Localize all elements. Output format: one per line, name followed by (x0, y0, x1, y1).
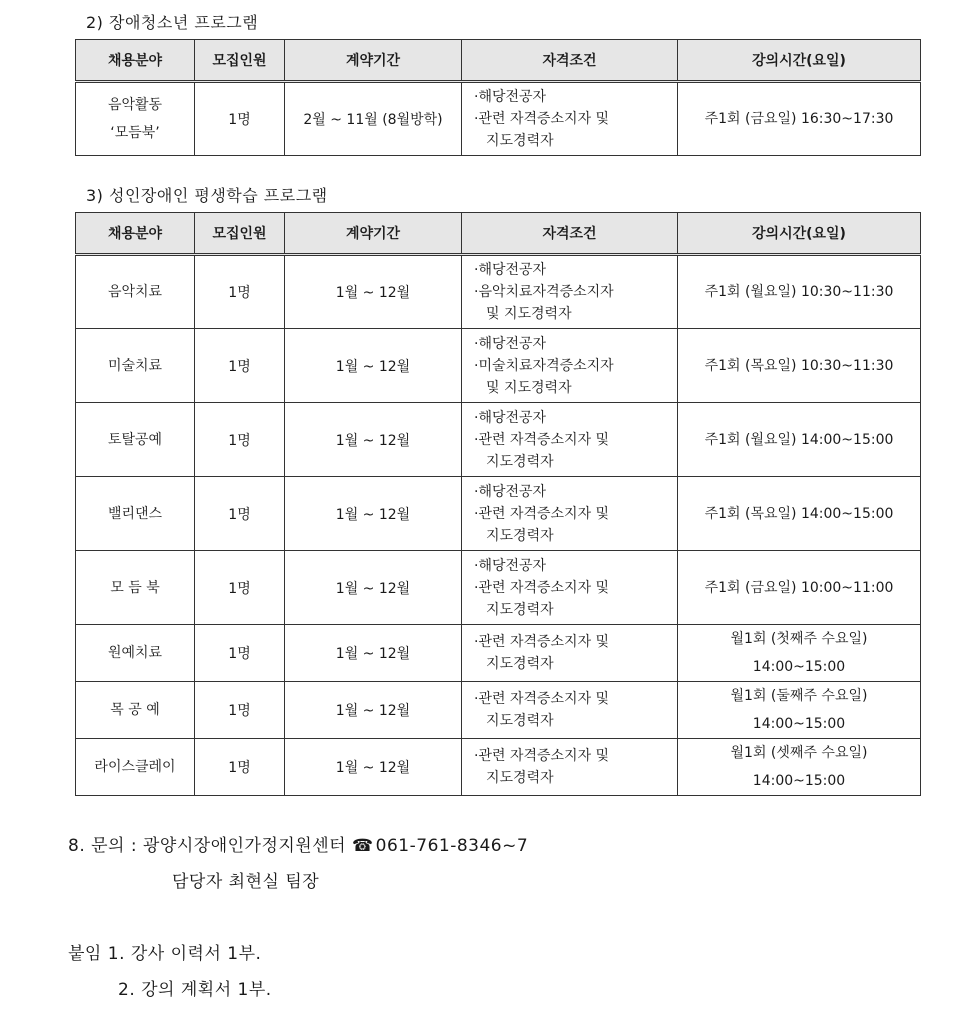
header-row (76, 213, 921, 255)
cell-period: 1월 ~ 12월 (285, 682, 462, 739)
qualification-line: ·관련 자격증소지자 및 (474, 579, 610, 596)
qualification-line: ·음악치료자격증소지자 (474, 284, 614, 300)
qualification-line: ·관련 자격증소지자 및 (474, 111, 610, 127)
table-body (76, 82, 921, 156)
table-row (76, 329, 921, 403)
field-line: 밸리댄스 (107, 505, 163, 522)
qualification-line: ·관련 자격증소지자 및 (474, 505, 610, 522)
table-row (76, 625, 921, 682)
header-count: 모집인원 (195, 40, 285, 82)
cell-field (76, 329, 195, 403)
field-line: 모 듬 북 (110, 579, 160, 596)
qualification-line: ·해당전공자 (474, 483, 547, 500)
hours-line: 주1회 (금요일) 16:30~17:30 (704, 111, 894, 127)
qualification-line: 지도경력자 (486, 656, 554, 672)
contact-label: 8. 문의 : 광양시장애인가정지원센터 (68, 836, 347, 856)
table-row (76, 403, 921, 477)
contact-line (68, 831, 528, 856)
cell-hours (678, 329, 921, 403)
cell-count: 1명 (195, 682, 285, 739)
phone-icon: ☎ (351, 836, 374, 856)
qualification-line: ·관련 자격증소지자 및 (474, 691, 610, 707)
hours-line: 14:00~15:00 (752, 716, 846, 732)
cell-count: 1명 (195, 255, 285, 329)
header-qualification: 자격조건 (462, 40, 678, 82)
header-field: 채용분야 (76, 40, 195, 82)
qualification-line: 및 지도경력자 (486, 379, 572, 396)
field-line: 음악치료 (107, 284, 163, 300)
cell-hours (678, 682, 921, 739)
field-line: 토탈공예 (107, 431, 163, 448)
hours-line: 월1회 (셋째주 수요일) (730, 745, 868, 761)
qualification-line: 지도경력자 (486, 713, 554, 729)
cell-period: 1월 ~ 12월 (285, 477, 462, 551)
contact-phone: 061-761-8346~7 (375, 836, 529, 856)
adult-program-table (75, 212, 921, 796)
youth-program-table (75, 39, 921, 156)
header-field: 채용분야 (76, 213, 195, 255)
cell-field (76, 82, 195, 156)
cell-field (76, 403, 195, 477)
section-2-title: 2) 장애청소년 프로그램 (86, 13, 259, 32)
cell-qualification (462, 403, 678, 477)
qualification-line: 및 지도경력자 (486, 306, 572, 322)
contact-person: 담당자 최현실 팀장 (172, 872, 320, 892)
table-row (76, 739, 921, 796)
qualification-line: ·해당전공자 (474, 409, 547, 426)
hours-line: 14:00~15:00 (752, 659, 846, 675)
cell-count: 1명 (195, 625, 285, 682)
table-row (76, 682, 921, 739)
cell-count: 1명 (195, 477, 285, 551)
cell-hours (678, 551, 921, 625)
cell-period: 1월 ~ 12월 (285, 255, 462, 329)
qualification-line: 지도경력자 (486, 601, 554, 618)
hours-line: 월1회 (첫째주 수요일) (730, 631, 868, 647)
field-line: 목 공 예 (110, 702, 160, 718)
hours-line: 14:00~15:00 (752, 773, 846, 789)
qualification-line: 지도경력자 (486, 133, 554, 149)
cell-hours (678, 255, 921, 329)
hours-line: 주1회 (목요일) 10:30~11:30 (704, 357, 894, 374)
cell-hours (678, 625, 921, 682)
hours-line: 주1회 (목요일) 14:00~15:00 (704, 505, 894, 522)
cell-field (76, 551, 195, 625)
header-period: 계약기간 (285, 213, 462, 255)
qualification-line: ·미술치료자격증소지자 (474, 357, 614, 374)
table-body (76, 255, 921, 796)
qualification-line: ·해당전공자 (474, 335, 547, 352)
cell-field (76, 255, 195, 329)
table-row (76, 477, 921, 551)
cell-field (76, 477, 195, 551)
cell-field (76, 682, 195, 739)
cell-count: 1명 (195, 329, 285, 403)
qualification-line: 지도경력자 (486, 770, 554, 786)
qualification-line: ·관련 자격증소지자 및 (474, 748, 610, 764)
cell-period: 2월 ~ 11월 (8월방학) (285, 82, 462, 156)
header-hours: 강의시간(요일) (678, 213, 921, 255)
attachment-1: 붙임 1. 강사 이력서 1부. (68, 944, 262, 964)
hours-line: 주1회 (월요일) 14:00~15:00 (704, 431, 894, 448)
header-count: 모집인원 (195, 213, 285, 255)
hours-line: 주1회 (금요일) 10:00~11:00 (704, 579, 894, 596)
cell-period: 1월 ~ 12월 (285, 625, 462, 682)
cell-qualification (462, 682, 678, 739)
qualification-line: 지도경력자 (486, 527, 554, 544)
field-line: 음악활동 (107, 97, 163, 113)
qualification-line: ·관련 자격증소지자 및 (474, 634, 610, 650)
qualification-line: ·해당전공자 (474, 89, 547, 105)
cell-count: 1명 (195, 82, 285, 156)
qualification-line: ·관련 자격증소지자 및 (474, 431, 610, 448)
cell-period: 1월 ~ 12월 (285, 329, 462, 403)
cell-hours (678, 82, 921, 156)
cell-qualification (462, 739, 678, 796)
cell-count: 1명 (195, 403, 285, 477)
section-3-title: 3) 성인장애인 평생학습 프로그램 (86, 186, 328, 205)
hours-line: 월1회 (둘째주 수요일) (730, 688, 868, 704)
cell-field (76, 739, 195, 796)
qualification-line: ·해당전공자 (474, 262, 547, 278)
cell-period: 1월 ~ 12월 (285, 739, 462, 796)
cell-hours (678, 739, 921, 796)
header-row (76, 40, 921, 82)
cell-period: 1월 ~ 12월 (285, 403, 462, 477)
cell-field (76, 625, 195, 682)
cell-hours (678, 403, 921, 477)
hours-line: 주1회 (월요일) 10:30~11:30 (704, 284, 894, 300)
field-line: 라이스클레이 (94, 759, 176, 775)
field-line: 원예치료 (107, 645, 163, 661)
cell-qualification (462, 625, 678, 682)
cell-hours (678, 477, 921, 551)
attachment-2: 2. 강의 계획서 1부. (118, 980, 272, 1000)
qualification-line: 지도경력자 (486, 453, 554, 470)
cell-period: 1월 ~ 12월 (285, 551, 462, 625)
table-row (76, 82, 921, 156)
header-hours: 강의시간(요일) (678, 40, 921, 82)
header-period: 계약기간 (285, 40, 462, 82)
qualification-line: ·해당전공자 (474, 557, 547, 574)
cell-qualification (462, 551, 678, 625)
cell-qualification (462, 329, 678, 403)
field-line: 미술치료 (107, 357, 163, 374)
cell-qualification (462, 255, 678, 329)
cell-qualification (462, 82, 678, 156)
cell-count: 1명 (195, 739, 285, 796)
header-qualification: 자격조건 (462, 213, 678, 255)
field-line: ‘모듬북’ (110, 125, 160, 141)
cell-qualification (462, 477, 678, 551)
table-row (76, 551, 921, 625)
cell-count: 1명 (195, 551, 285, 625)
table-row (76, 255, 921, 329)
